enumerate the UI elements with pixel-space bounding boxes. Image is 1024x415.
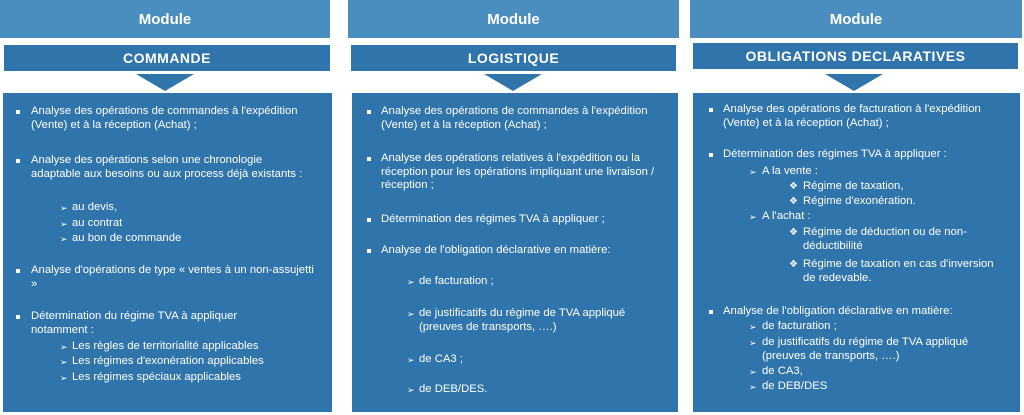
- module-content-panel: [693, 93, 1020, 412]
- bullet-icon: [16, 315, 20, 319]
- bullet-icon: [16, 159, 20, 163]
- module-content-panel: [352, 93, 678, 412]
- bullet-icon: [367, 110, 371, 114]
- sub-item-text: de DEB/DES.: [419, 383, 488, 395]
- bullet-icon: [16, 269, 20, 273]
- sub-item-text: Les régimes d'exonération applicables: [72, 355, 264, 367]
- chevron-right-icon: ➢: [749, 167, 757, 177]
- bullet-text: Analyse de l'obligation déclarative en matière:: [723, 305, 953, 317]
- sub-item-text: de justificatifs du régime de TVA appliqué (preuves de transports, ….): [762, 336, 969, 362]
- bullet-text: Analyse de l'obligation déclarative en matière:: [381, 244, 611, 256]
- bullet-icon: [16, 110, 20, 114]
- sub-item-text: de justificatifs du régime de TVA appliqué (preuves de transports, ….): [419, 307, 626, 333]
- bullet-icon: [709, 310, 713, 314]
- chevron-right-icon: ➢: [60, 219, 68, 229]
- down-arrow-icon: [136, 74, 194, 91]
- bullet-text: Analyse des opérations de commandes à l'expédition (Vente) et à la réception (Achat) ;: [381, 105, 648, 131]
- sub-item-text: A l'achat :: [762, 210, 811, 222]
- bullet-icon: [367, 157, 371, 161]
- sub-item-text: de facturation ;: [419, 275, 494, 287]
- chevron-right-icon: ➢: [749, 322, 757, 332]
- down-arrow-icon: [825, 74, 883, 91]
- chevron-right-icon: ➢: [749, 382, 757, 392]
- bullet-icon: [709, 153, 713, 157]
- module-header: Module: [0, 0, 330, 38]
- module-title: OBLIGATIONS DECLARATIVES: [693, 43, 1018, 69]
- bullet-text: Analyse des opérations relatives à l'expédition ou la réception pour les opérations impliquant une livraison / réception ;: [381, 152, 655, 192]
- chevron-right-icon: ➢: [60, 203, 68, 213]
- sub-item-text: au bon de commande: [72, 232, 182, 244]
- sub-item-text: au contrat: [72, 217, 123, 229]
- bullet-text: Détermination des régimes TVA à appliquer ;: [381, 213, 605, 225]
- sub-item-text: Régime d'exonération.: [803, 195, 916, 207]
- down-arrow-icon: [484, 74, 542, 91]
- chevron-right-icon: ➢: [60, 373, 68, 383]
- chevron-right-icon: ➢: [60, 357, 68, 367]
- diamond-bullet-icon: ❖: [789, 259, 798, 270]
- module-header: Module: [348, 0, 679, 38]
- bullet-text: Analyse des opérations de commandes à l'expédition (Vente) et à la réception (Achat) ;: [31, 105, 298, 131]
- chevron-right-icon: ➢: [749, 212, 757, 222]
- bullet-text: Détermination des régimes TVA à appliquer :: [723, 148, 947, 160]
- bullet-text: Analyse des opérations de facturation à l'expédition (Vente) et à la réception (Achat) ;: [723, 103, 981, 129]
- bullet-text: Analyse d'opérations de type « ventes à un non-assujetti »: [31, 264, 314, 290]
- chevron-right-icon: ➢: [60, 342, 68, 352]
- sub-item-text: de CA3,: [762, 365, 803, 377]
- module-header: Module: [690, 0, 1022, 38]
- diamond-bullet-icon: ❖: [789, 196, 798, 207]
- diamond-bullet-icon: ❖: [789, 227, 798, 238]
- module-content-panel: [3, 93, 332, 412]
- chevron-right-icon: ➢: [407, 309, 415, 319]
- chevron-right-icon: ➢: [407, 385, 415, 395]
- sub-item-text: Régime de taxation,: [803, 180, 904, 192]
- sub-item-text: Les régimes spéciaux applicables: [72, 371, 241, 383]
- module-title: LOGISTIQUE: [351, 45, 676, 71]
- sub-item-text: au devis,: [72, 201, 118, 213]
- sub-item-text: de DEB/DES: [762, 380, 828, 392]
- sub-item-text: Régime de taxation en cas d'inversion de redevable.: [803, 258, 994, 284]
- bullet-icon: [367, 218, 371, 222]
- chevron-right-icon: ➢: [749, 338, 757, 348]
- sub-item-text: de CA3 ;: [419, 353, 463, 365]
- chevron-right-icon: ➢: [407, 355, 415, 365]
- diamond-bullet-icon: ❖: [789, 181, 798, 192]
- module-title: COMMANDE: [4, 45, 330, 71]
- chevron-right-icon: ➢: [749, 367, 757, 377]
- bullet-text: Analyse des opérations selon une chronologie adaptable aux besoins ou aux process déjà existants :: [31, 154, 303, 180]
- chevron-right-icon: ➢: [407, 277, 415, 287]
- sub-item-text: A la vente :: [762, 165, 818, 177]
- chevron-right-icon: ➢: [60, 234, 68, 244]
- bullet-icon: [367, 249, 371, 253]
- sub-item-text: Les règles de territorialité applicables: [72, 340, 259, 352]
- sub-item-text: de facturation ;: [762, 320, 837, 332]
- sub-item-text: Régime de déduction ou de non-déductibilité: [803, 226, 967, 252]
- bullet-icon: [709, 108, 713, 112]
- bullet-text: Détermination du régime TVA à appliquer notamment :: [31, 310, 238, 336]
